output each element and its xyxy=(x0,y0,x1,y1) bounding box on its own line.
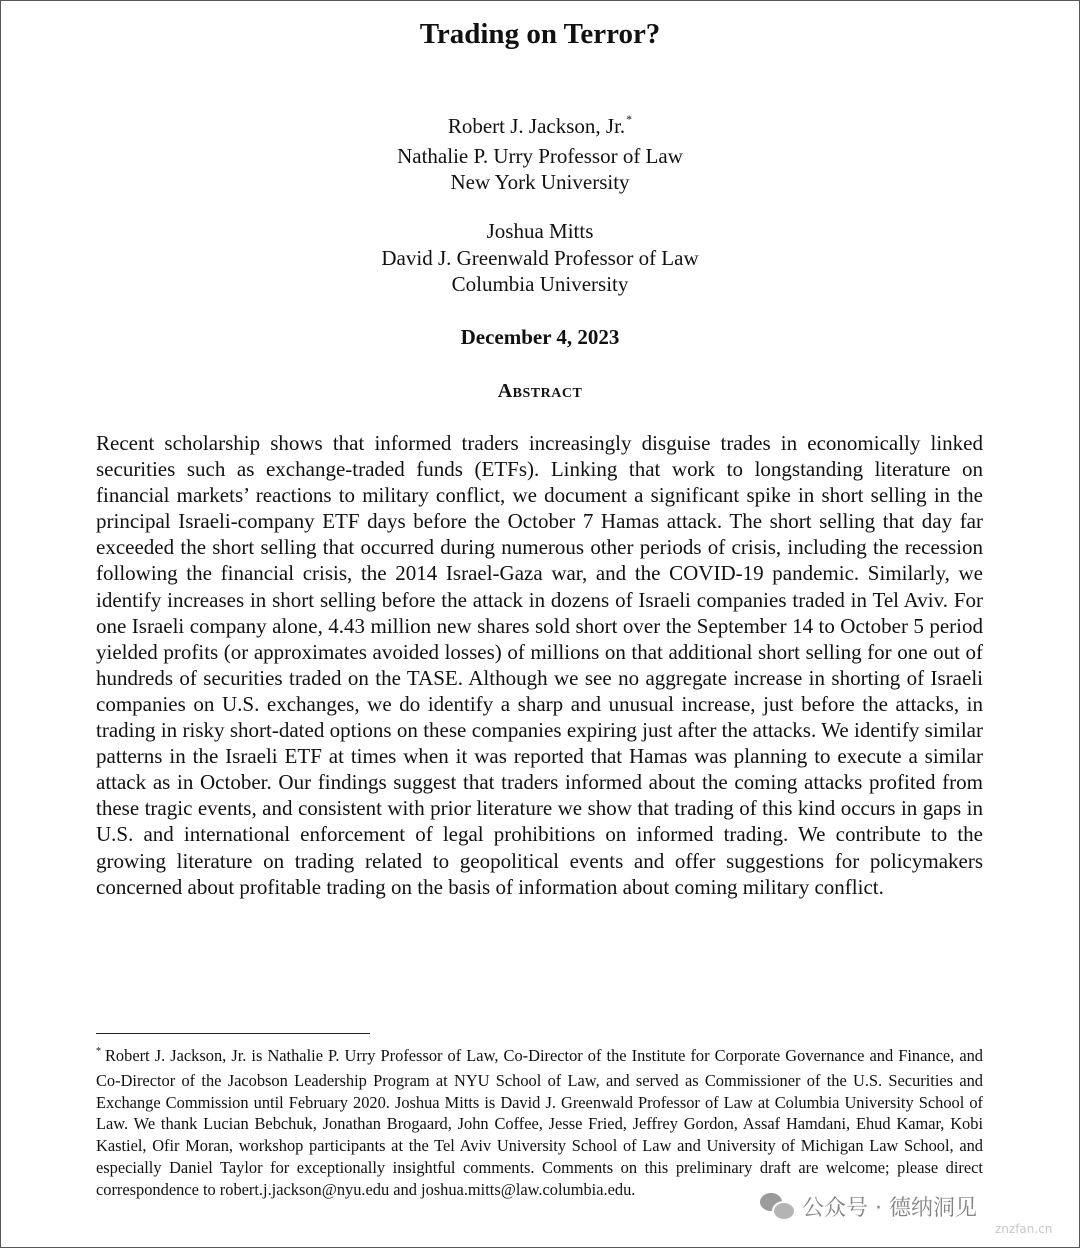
watermark-subtext: znzfan.cn xyxy=(995,1222,1053,1236)
author-position: David J. Greenwald Professor of Law xyxy=(381,245,699,270)
abstract-heading: Abstract xyxy=(497,380,583,402)
footnote-mark: * xyxy=(626,112,633,126)
author-name-line xyxy=(0,113,1080,143)
author-name: Robert J. Jackson, Jr. xyxy=(447,114,626,138)
wechat-icon xyxy=(760,1193,794,1219)
author-institution: New York University xyxy=(450,170,630,194)
author-block-jackson xyxy=(0,113,1080,196)
author-block-mitts xyxy=(0,218,1080,298)
watermark-text: 公众号 · 德纳洞见 xyxy=(802,1195,977,1221)
footnote-mark: * xyxy=(96,1046,101,1057)
footnote-text: Robert J. Jackson, Jr. is Nathalie P. Urry Professor of Law, Co-Director of the Institute for Corporate Governance and Finance, and Co-Director of the Jacobson Leadership Program at NYU School of Law, and served as Commissioner of the U.S. Securities and Exchange Commission until February 2020. Joshua Mitts is David J. Greenwald Professor of Law at Columbia University School of Law. We thank Lucian Bebchuk, Jonathan Brogaard, John Coffee, Jesse Fried, Jeffrey Gordon, Assaf Hamdani, Ehud Kamar, Kobi Kastiel, Ofir Moran, workshop participants at the Tel Aviv University School of Law and University of Michigan Law School, and especially Daniel Taylor for exceptionally insightful comments. Comments on this preliminary draft are welcome; please direct correspondence to robert.j.jackson@nyu.edu and joshua.mitts@law.columbia.edu. xyxy=(96,1046,983,1199)
author-name: Joshua Mitts xyxy=(486,219,594,243)
author-position: Nathalie P. Urry Professor of Law xyxy=(397,143,683,168)
paper-date: December 4, 2023 xyxy=(460,325,620,349)
author-institution: Columbia University xyxy=(451,272,629,296)
footnote xyxy=(96,1045,983,1201)
footnote-divider xyxy=(96,1033,370,1034)
wechat-watermark xyxy=(760,1188,977,1224)
abstract-text: Recent scholarship shows that informed traders increasingly disguise trades in economically linked securities such as exchange-traded funds (ETFs). Linking that work to longstanding literature on financial markets’ reactions to military conflict, we document a significant spike in short selling in the principal Israeli-company ETF days before the October 7 Hamas attack. The short selling that day far exceeded the short selling that occurred during numerous other periods of crisis, including the recession following the financial crisis, the 2014 Israel-Gaza war, and the COVID-19 pandemic. Similarly, we identify increases in short selling before the attack in dozens of Israeli companies traded in Tel Aviv. For one Israeli company alone, 4.43 million new shares sold short over the September 14 to October 5 period yielded profits (or approximates avoided losses) of millions on that additional short selling for one out of hundreds of securities traded on the TASE. Although we see no aggregate increase in shorting of Israeli companies on U.S. exchanges, we do identify a sharp and unusual increase, just before the attacks, in trading in risky short-dated options on these companies expiring just after the attacks. We identify similar patterns in the Israeli ETF at times when it was reported that Hamas was planning to execute a similar attack as in October. Our findings suggest that traders informed about the coming attacks profited from these tragic events, and consistent with prior literature we show that trading of this kind occurs in gaps in U.S. and international enforcement of legal prohibitions on informed trading. We contribute to the growing literature on trading related to geopolitical events and offer suggestions for policymakers concerned about profitable trading on the basis of information about coming military conflict. xyxy=(96,431,983,899)
paper-title: Trading on Terror? xyxy=(419,18,661,50)
